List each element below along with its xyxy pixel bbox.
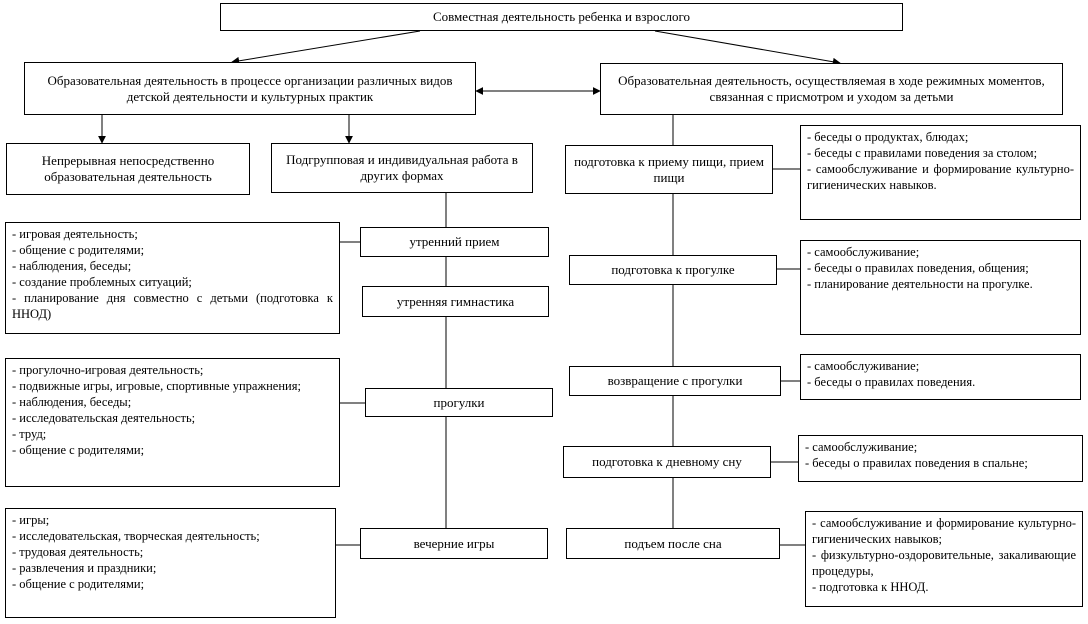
list-item: - беседы с правилами поведения за столом; [807,146,1038,160]
left-branch-box: Образовательная деятельность в процессе организации различных видов детской деятельности и культурных практик [24,62,476,115]
list-item: - самообслуживание и формирование культурно-гигиенических навыков; [812,516,1076,546]
step-morning-reception: утренний прием [360,227,549,257]
list-morning [5,222,340,334]
list-item: - прогулочно-игровая деятельность; [12,363,204,377]
top-box: Совместная деятельность ребенка и взрослого [220,3,903,31]
step-walk-prep: подготовка к прогулке [569,255,777,285]
step-meal: подготовка к приему пищи, прием пищи [565,145,773,194]
list-walk-return [800,354,1081,400]
step-morning-exercise: утренняя гимнастика [362,286,549,317]
subgroup-box: Подгрупповая и индивидуальная работа в других формах [271,143,533,193]
list-item: - трудовая деятельность; [12,545,144,559]
list-item: - беседы о правилах поведения, общения; [807,261,1029,275]
step-wake-up: подъем после сна [566,528,780,559]
right-branch-box: Образовательная деятельность, осуществляемая в ходе режимных моментов, связанная с присмотром и уходом за детьми [600,63,1063,115]
arrow-top-right [655,31,840,63]
list-walks [5,358,340,487]
list-item: - игры; [12,513,50,527]
list-item: - физкультурно-оздоровительные, закаливающие процедуры, [812,548,1076,578]
list-wake-up [805,511,1083,607]
list-item: - планирование деятельности на прогулке. [807,277,1033,291]
list-item: - беседы о продуктах, блюдах; [807,130,969,144]
list-meal [800,125,1081,220]
continuous-box: Непрерывная непосредственно образовательная деятельность [6,143,250,195]
list-nap-prep [798,435,1083,482]
step-walks: прогулки [365,388,553,417]
list-item: - общение с родителями; [12,577,145,591]
list-item: - самообслуживание; [807,245,920,259]
list-item: - общение с родителями; [12,243,145,257]
list-item: - создание проблемных ситуаций; [12,275,192,289]
list-item: - общение с родителями; [12,443,145,457]
list-item: - труд; [12,427,47,441]
list-item: - подвижные игры, игровые, спортивные упражнения; [12,379,301,393]
list-item: - самообслуживание; [807,359,920,373]
list-evening [5,508,336,618]
list-item: - планирование дня совместно с детьми (подготовка к ННОД) [12,291,333,321]
list-item: - самообслуживание и формирование культурно-гигиенических навыков. [807,162,1074,192]
list-item: - самообслуживание; [805,440,918,454]
list-walk-prep [800,240,1081,335]
list-item: - наблюдения, беседы; [12,259,132,273]
list-item: - наблюдения, беседы; [12,395,132,409]
step-nap-prep: подготовка к дневному сну [563,446,771,478]
list-item: - исследовательская, творческая деятельность; [12,529,260,543]
list-item: - беседы о правилах поведения. [807,375,976,389]
list-item: - развлечения и праздники; [12,561,157,575]
list-item: - беседы о правилах поведения в спальне; [805,456,1028,470]
arrow-top-left [232,31,420,62]
step-walk-return: возвращение с прогулки [569,366,781,396]
list-item: - подготовка к ННОД. [812,580,929,594]
list-item: - игровая деятельность; [12,227,138,241]
step-evening-games: вечерние игры [360,528,548,559]
list-item: - исследовательская деятельность; [12,411,196,425]
